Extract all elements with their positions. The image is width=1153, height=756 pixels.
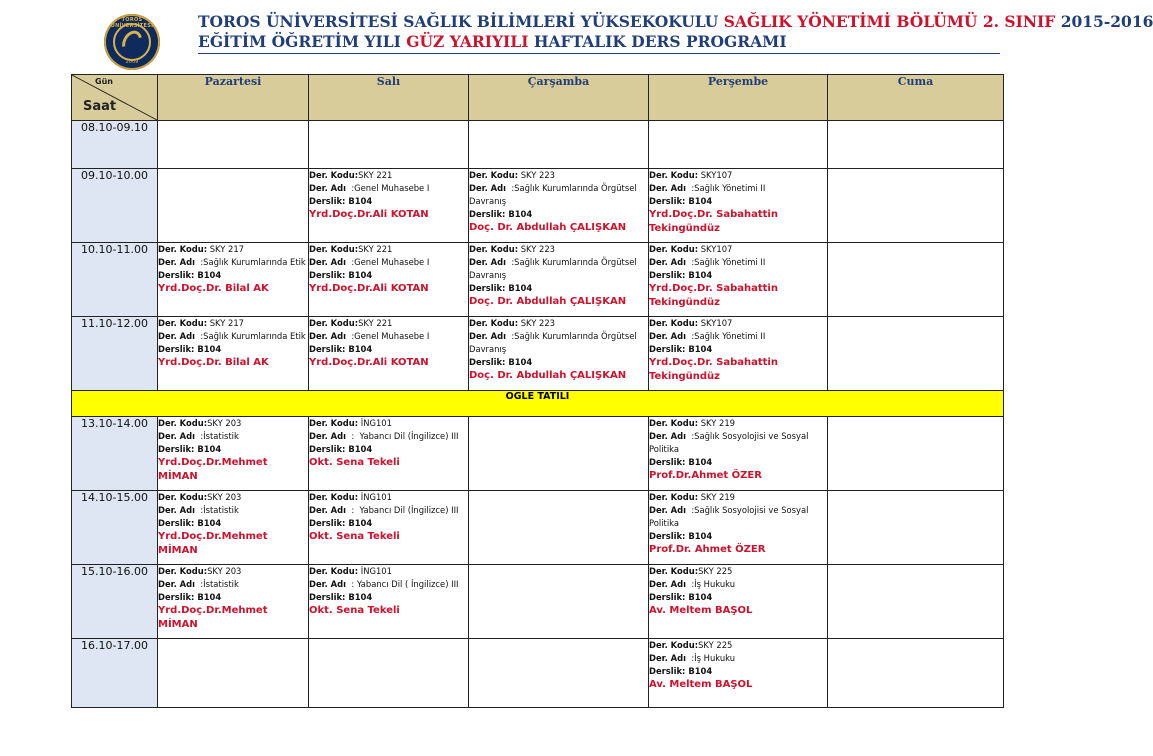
course-instructor: Yrd.Doç.Dr.Mehmet MİMAN [158,531,268,556]
empty-cell [828,317,1004,391]
empty-cell [828,565,1004,639]
name-label: Der. Adı [649,505,687,515]
name-value: : Yabancı Dil (İngilizce) III [346,431,459,441]
course-code [158,491,308,504]
name-label: Der. Adı [649,183,687,193]
name-value: :Sağlık Sosyolojisi ve Sosyal Politika [649,431,812,454]
code-label: Der. Kodu: [309,418,359,428]
course-name [469,256,648,282]
course-instructor: Doç. Dr. Abdullah ÇALIŞKAN [469,222,627,233]
name-value: :Sağlık Kurumlarında Örgütsel Davranış [469,183,640,206]
empty-cell [828,169,1004,243]
empty-cell [469,639,649,708]
course-room: Derslik: B104 [309,344,373,354]
course-name [309,504,468,517]
empty-cell [828,491,1004,565]
course-cell [309,565,469,639]
course-cell [469,243,649,317]
name-value: :Sağlık Kurumlarında Örgütsel Davranış [469,331,640,354]
course-cell [649,491,828,565]
empty-cell [158,121,309,169]
code-label: Der. Kodu: [309,566,359,576]
corner-hour-label: Saat [83,99,117,114]
name-label: Der. Adı [309,579,347,589]
course-instructor: Yrd.Doç.Dr.Mehmet MİMAN [158,605,268,630]
course-name [649,430,827,456]
empty-cell [469,417,649,491]
course-room: Derslik: B104 [649,196,713,206]
code-value: SKY 221 [358,170,393,180]
code-value: SKY 203 [207,566,242,576]
code-label: Der. Kodu: [649,418,699,428]
course-room: Derslik: B104 [158,518,222,528]
course-instructor: Doç. Dr. Abdullah ÇALIŞKAN [469,370,627,381]
course-room: Derslik: B104 [469,357,533,367]
time-row [72,565,1004,639]
course-instructor: Okt. Sena Tekeli [309,531,400,542]
code-value: İNG101 [358,566,392,576]
time-row [72,169,1004,243]
course-code [469,169,648,182]
time-slot: 09.10-10.00 [72,169,158,243]
code-label: Der. Kodu: [309,244,359,254]
name-value: :Genel Muhasebe I [346,331,430,341]
course-room: Derslik: B104 [158,444,222,454]
time-row [72,417,1004,491]
time-slot: 10.10-11.00 [72,243,158,317]
code-value: SKY 225 [698,640,733,650]
code-value: SKY107 [698,244,733,254]
course-name [649,504,827,530]
title-line-1 [198,12,1153,31]
course-instructor: Doç. Dr. Abdullah ÇALIŞKAN [469,296,627,307]
name-value: :İş Hukuku [686,579,736,589]
code-value: İNG101 [358,418,392,428]
code-value: SKY 223 [518,318,556,328]
course-room: Derslik: B104 [649,531,713,541]
course-name [158,256,308,269]
course-cell [649,243,828,317]
empty-cell [828,417,1004,491]
title-2c: HAFTALIK DERS PROGRAMI [528,32,787,51]
course-room: Derslik: B104 [309,270,373,280]
course-name [158,430,308,443]
name-label: Der. Adı [158,505,196,515]
course-room: Derslik: B104 [469,209,533,219]
course-cell [158,417,309,491]
course-cell [309,169,469,243]
course-cell [309,243,469,317]
course-code [649,565,827,578]
name-value: :İstatistik [195,505,239,515]
time-slot: 13.10-14.00 [72,417,158,491]
code-value: SKY107 [698,318,733,328]
code-label: Der. Kodu: [649,640,699,650]
course-name [469,182,648,208]
course-instructor: Yrd.Doç.Dr.Ali KOTAN [309,357,429,368]
course-code [649,243,827,256]
name-label: Der. Adı [158,431,196,441]
code-value: SKY 219 [698,492,736,502]
code-label: Der. Kodu: [469,244,519,254]
course-code [309,565,468,578]
logo-year: 2009 [125,59,139,65]
course-name [309,330,468,343]
code-label: Der. Kodu: [309,318,359,328]
course-name [649,652,827,665]
code-label: Der. Kodu: [158,244,208,254]
course-cell [309,491,469,565]
day-header: Pazartesi [158,75,309,121]
course-room: Derslik: B104 [158,592,222,602]
empty-cell [469,121,649,169]
course-code [469,243,648,256]
empty-cell [828,243,1004,317]
course-code [649,639,827,652]
course-instructor: Yrd.Doç.Dr. Bilal AK [158,283,269,294]
code-value: SKY 203 [207,418,242,428]
course-instructor: Yrd.Doç.Dr.Mehmet MİMAN [158,457,268,482]
code-label: Der. Kodu: [469,318,519,328]
course-room: Derslik: B104 [158,344,222,354]
course-name [649,578,827,591]
name-value: :Sağlık Yönetimi II [686,331,766,341]
code-label: Der. Kodu: [469,170,519,180]
time-row [72,639,1004,708]
course-code [649,317,827,330]
name-value: :Sağlık Kurumlarında Etik [195,331,306,341]
code-label: Der. Kodu: [158,418,208,428]
course-code [309,169,468,182]
course-code [158,565,308,578]
course-cell [469,169,649,243]
name-label: Der. Adı [649,257,687,267]
title-1b: SAĞLIK YÖNETİMİ BÖLÜMÜ 2. SINIF [723,12,1056,31]
course-room: Derslik: B104 [309,444,373,454]
course-instructor: Yrd.Doç.Dr. Sabahattin Tekingündüz [649,283,778,308]
title-line-2 [198,32,787,51]
day-header: Salı [309,75,469,121]
name-value: :Sağlık Yönetimi II [686,257,766,267]
title-1c: 2015-2016 [1055,12,1153,31]
course-instructor: Av. Meltem BAŞOL [649,605,753,616]
code-value: SKY 217 [207,318,245,328]
course-code [309,317,468,330]
corner-day-label: Gün [95,77,113,86]
empty-cell [649,121,828,169]
time-row [72,121,1004,169]
name-value: :Sağlık Kurumlarında Örgütsel Davranış [469,257,640,280]
course-cell [309,417,469,491]
name-value: :Genel Muhasebe I [346,183,430,193]
title-divider [198,53,1000,54]
course-instructor: Yrd.Doç.Dr. Sabahattin Tekingündüz [649,357,778,382]
name-label: Der. Adı [309,257,347,267]
name-label: Der. Adı [158,331,196,341]
code-label: Der. Kodu: [649,244,699,254]
course-room: Derslik: B104 [649,457,713,467]
name-label: Der. Adı [158,579,196,589]
course-instructor: Prof.Dr. Ahmet ÖZER [649,544,766,555]
course-instructor: Av. Meltem BAŞOL [649,679,753,690]
name-value: :Sağlık Kurumlarında Etik [195,257,306,267]
course-cell [158,491,309,565]
course-code [649,417,827,430]
name-label: Der. Adı [469,331,507,341]
course-cell [649,169,828,243]
empty-cell [158,169,309,243]
time-row [72,317,1004,391]
course-cell [649,317,828,391]
name-label: Der. Adı [649,653,687,663]
course-instructor: Okt. Sena Tekeli [309,457,400,468]
course-cell [158,317,309,391]
code-value: SKY 223 [518,244,556,254]
empty-cell [828,639,1004,708]
code-value: SKY 221 [358,244,393,254]
empty-cell [309,639,469,708]
course-code [309,243,468,256]
name-label: Der. Adı [649,579,687,589]
code-value: SKY 219 [698,418,736,428]
code-value: SKY 223 [518,170,556,180]
title-1a: TOROS ÜNİVERSİTESİ SAĞLIK BİLİMLERİ YÜKSEKOKULU [198,12,724,31]
name-label: Der. Adı [469,183,507,193]
course-name [309,430,468,443]
name-value: : Yabancı Dil ( İngilizce) III [346,579,459,589]
course-cell [649,639,828,708]
name-label: Der. Adı [649,431,687,441]
code-value: SKY 203 [207,492,242,502]
name-label: Der. Adı [309,431,347,441]
time-row [72,491,1004,565]
time-slot: 08.10-09.10 [72,121,158,169]
code-value: SKY 221 [358,318,393,328]
course-name [309,578,468,591]
course-cell [158,565,309,639]
header-row [72,75,1004,121]
code-value: İNG101 [358,492,392,502]
course-room: Derslik: B104 [469,283,533,293]
course-name [649,330,827,343]
code-label: Der. Kodu: [158,492,208,502]
name-value: :Sağlık Sosyolojisi ve Sosyal Politika [649,505,812,528]
course-room: Derslik: B104 [158,270,222,280]
name-value: :İş Hukuku [686,653,736,663]
course-code [469,317,648,330]
time-slot: 16.10-17.00 [72,639,158,708]
course-cell [158,243,309,317]
course-instructor: Prof.Dr.Ahmet ÖZER [649,470,762,481]
course-code [309,417,468,430]
course-room: Derslik: B104 [649,344,713,354]
corner-cell [72,75,158,121]
course-room: Derslik: B104 [649,666,713,676]
course-cell [649,417,828,491]
course-code [309,491,468,504]
course-cell [649,565,828,639]
empty-cell [828,121,1004,169]
name-label: Der. Adı [158,257,196,267]
name-value: :Genel Muhasebe I [346,257,430,267]
university-logo [104,14,160,70]
course-instructor: Yrd.Doç.Dr. Bilal AK [158,357,269,368]
course-code [649,491,827,504]
lunch-row [72,391,1004,417]
course-room: Derslik: B104 [309,196,373,206]
name-label: Der. Adı [309,505,347,515]
code-label: Der. Kodu: [158,566,208,576]
name-label: Der. Adı [469,257,507,267]
title-2b: GÜZ YARIYILI [406,32,529,51]
course-instructor: Yrd.Doç.Dr.Ali KOTAN [309,283,429,294]
course-room: Derslik: B104 [649,592,713,602]
course-instructor: Okt. Sena Tekeli [309,605,400,616]
course-room: Derslik: B104 [649,270,713,280]
course-code [649,169,827,182]
course-room: Derslik: B104 [309,592,373,602]
name-value: :İstatistik [195,579,239,589]
time-slot: 11.10-12.00 [72,317,158,391]
day-header: Çarşamba [469,75,649,121]
course-code [158,317,308,330]
code-label: Der. Kodu: [649,566,699,576]
course-room: Derslik: B104 [309,518,373,528]
course-name [649,256,827,269]
code-label: Der. Kodu: [649,318,699,328]
course-instructor: Yrd.Doç.Dr.Ali KOTAN [309,209,429,220]
time-slot: 15.10-16.00 [72,565,158,639]
code-label: Der. Kodu: [309,492,359,502]
course-instructor: Yrd.Doç.Dr. Sabahattin Tekingündüz [649,209,778,234]
title-2a: EĞİTİM ÖĞRETİM YILI [198,32,407,51]
time-row [72,243,1004,317]
code-label: Der. Kodu: [649,170,699,180]
time-slot: 14.10-15.00 [72,491,158,565]
schedule-table [71,74,1004,708]
code-label: Der. Kodu: [649,492,699,502]
course-cell [309,317,469,391]
course-name [158,578,308,591]
course-cell [469,317,649,391]
name-value: : Yabancı Dil (İngilizce) III [346,505,459,515]
empty-cell [309,121,469,169]
course-code [158,243,308,256]
lunch-break: OGLE TATILI [72,391,1004,417]
empty-cell [469,565,649,639]
course-name [309,182,468,195]
name-label: Der. Adı [309,331,347,341]
course-name [158,504,308,517]
name-label: Der. Adı [309,183,347,193]
code-value: SKY 217 [207,244,245,254]
name-label: Der. Adı [649,331,687,341]
course-name [469,330,648,356]
course-code [158,417,308,430]
name-value: :Sağlık Yönetimi II [686,183,766,193]
course-name [309,256,468,269]
course-name [158,330,308,343]
empty-cell [469,491,649,565]
name-value: :İstatistik [195,431,239,441]
day-header: Cuma [828,75,1004,121]
course-name [649,182,827,195]
empty-cell [158,639,309,708]
day-header: Perşembe [649,75,828,121]
code-value: SKY 225 [698,566,733,576]
code-value: SKY107 [698,170,733,180]
code-label: Der. Kodu: [158,318,208,328]
code-label: Der. Kodu: [309,170,359,180]
logo-text: TOROS ÜNİVERSİTESİ [110,17,154,29]
